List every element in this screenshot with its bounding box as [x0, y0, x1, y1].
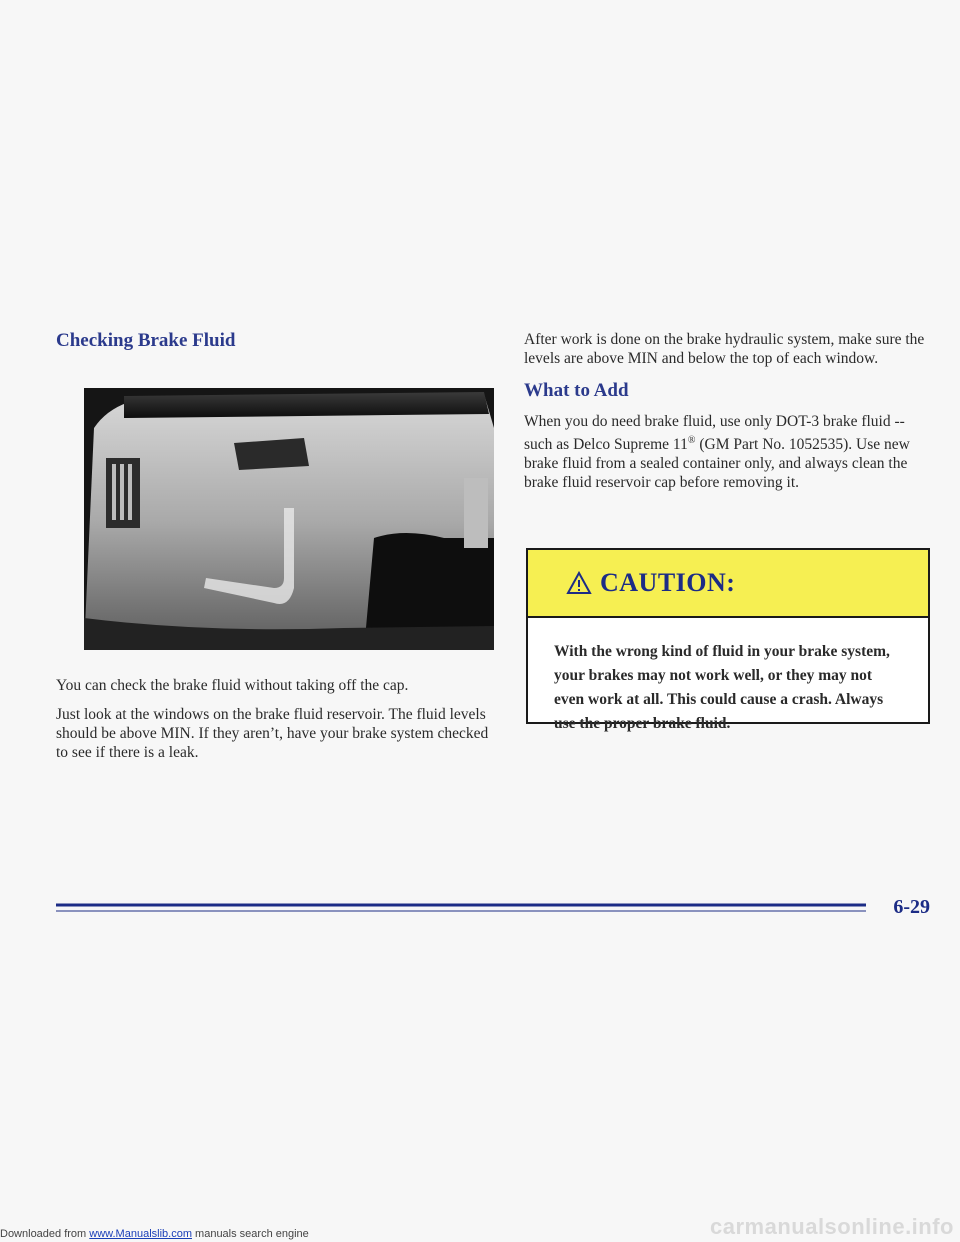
- footer-suffix: manuals search engine: [191, 1228, 309, 1240]
- section-heading: Checking Brake Fluid: [56, 330, 236, 351]
- double-rule: [56, 896, 866, 920]
- caution-label: CAUTION:: [600, 568, 736, 597]
- page-rule: [56, 896, 866, 920]
- subheading-what-to-add: What to Add: [524, 380, 629, 401]
- caution-box: [526, 548, 930, 732]
- brake-reservoir-photo: [84, 388, 494, 650]
- reservoir-image: [84, 388, 494, 650]
- what-to-add-text-start: When you do need brake fluid, use only DOT-3 brake fluid -- such as Delco Supreme 11: [524, 413, 905, 454]
- warning-triangle-icon: [566, 571, 592, 595]
- footer-prefix: Downloaded from: [0, 1228, 90, 1240]
- paragraph-look-at-windows: Just look at the windows on the brake fluid reservoir. The fluid levels should be above MIN. If they aren’t, have your brake system checked to see if there is a leak.: [56, 706, 489, 761]
- caution-text: With the wrong kind of fluid in your brake system, your brakes may not work well, or they may not even work at all. This could cause a crash. Always use the proper brake fluid.: [554, 643, 890, 732]
- manualslib-link[interactable]: www.Manualslib.com: [89, 1228, 192, 1240]
- registered-mark: ®: [687, 435, 696, 446]
- paragraph-what-to-add: [524, 412, 934, 492]
- page-number: 6-29: [893, 896, 930, 918]
- caution-header: [528, 550, 928, 618]
- right-column: [524, 330, 934, 502]
- what-to-add-text-end: (GM Part No. 1052535). Use new brake fluid from a sealed container only, and always clean the brake fluid reservoir cap before removing it.: [524, 436, 910, 492]
- paragraph-after-work: After work is done on the brake hydraulic system, make sure the levels are above MIN and below the top of each window.: [524, 331, 925, 367]
- left-column: [56, 330, 496, 772]
- download-footer: [0, 1228, 309, 1240]
- paragraph-check-without-cap: You can check the brake fluid without taking off the cap.: [56, 677, 409, 694]
- watermark: carmanualsonline.info: [710, 1214, 954, 1239]
